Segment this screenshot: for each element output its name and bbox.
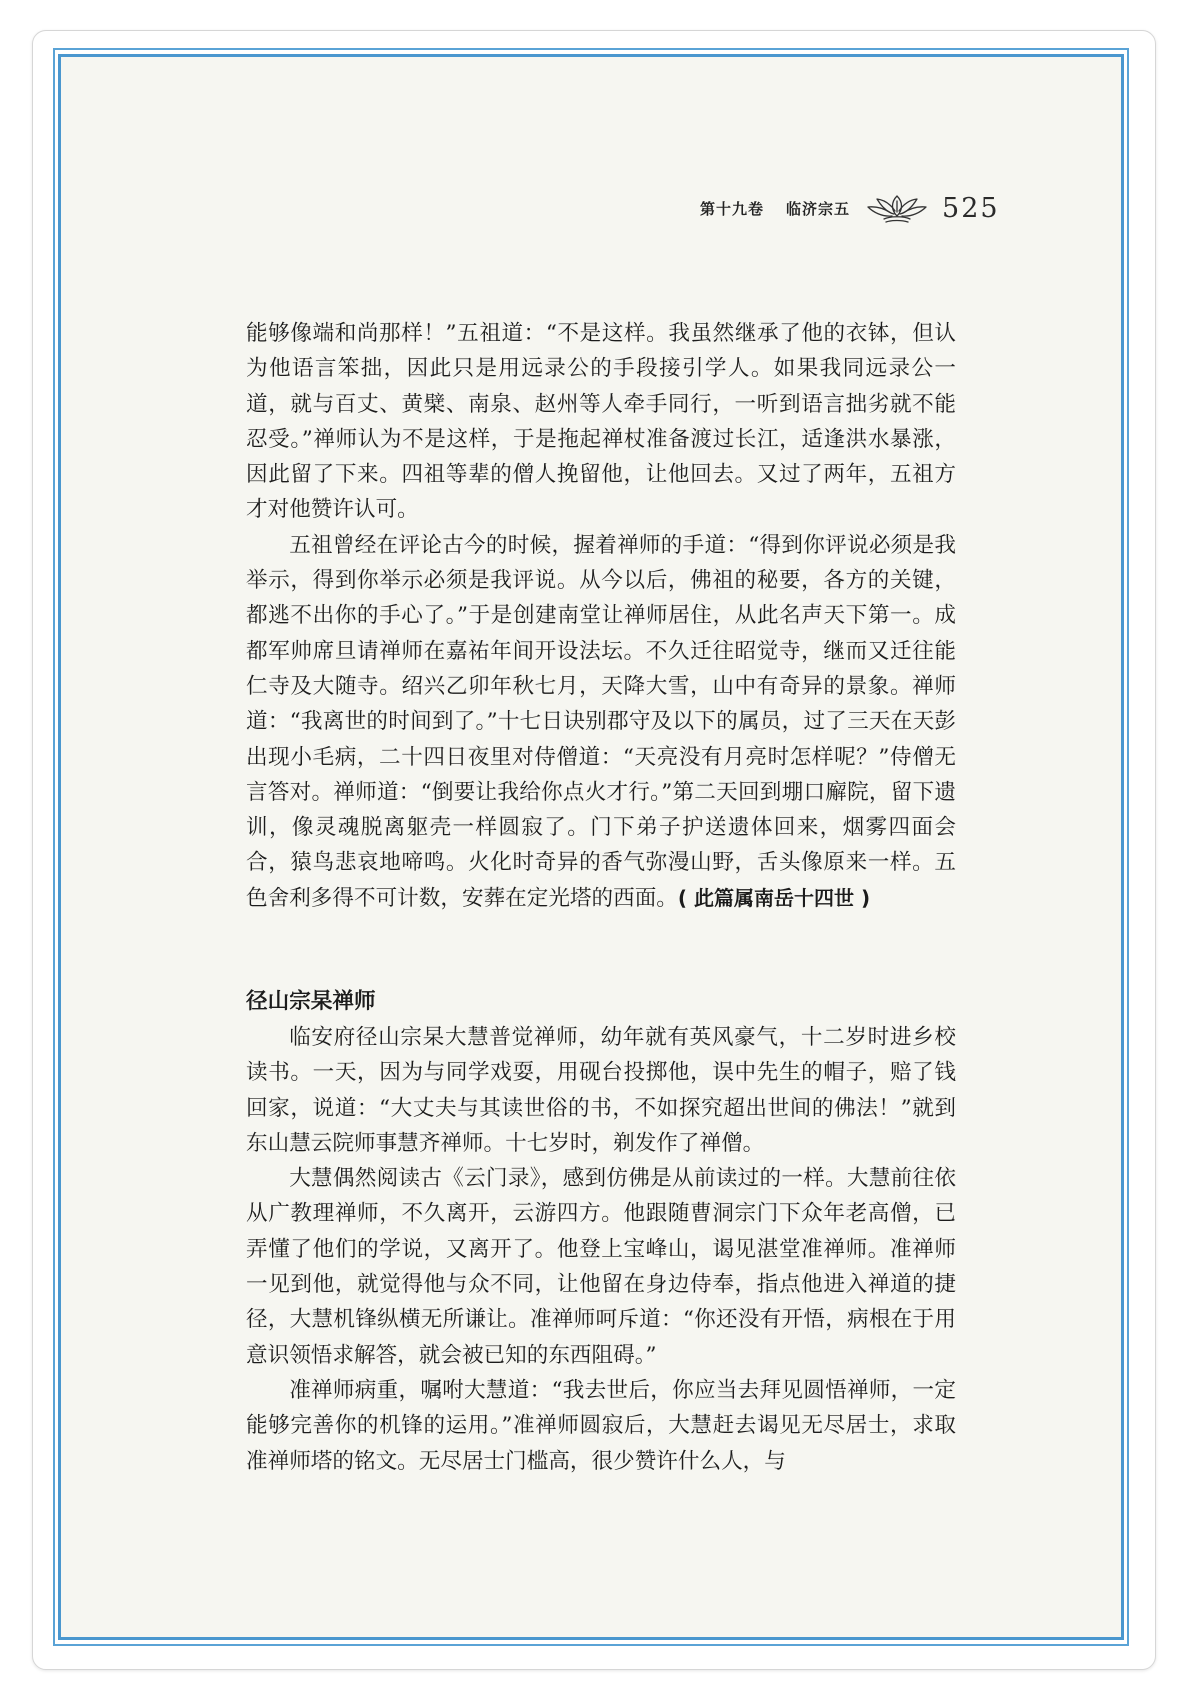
paragraph-3: 临安府径山宗杲大慧普觉禅师，幼年就有英风豪气，十二岁时进乡校读书。一天，因为与同学戏耍，用砚台投掷他，误中先生的帽子，赔了钱回家，说道：“大丈夫与其读世俗的书，不如探究超出世间的佛法！”就到东山慧云院师事慧齐禅师。十七岁时，剃发作了禅僧。 — [246, 1025, 956, 1156]
school-label: 临济宗五 — [786, 199, 851, 218]
section-1-body — [246, 316, 956, 916]
paragraph-4: 大慧偶然阅读古《云门录》，感到仿佛是从前读过的一样。大慧前往依从广教理禅师，不久离开，云游四方。他跟随曹洞宗门下众年老高僧，已弄懂了他们的学说，又离开了。他登上宝峰山，谒见湛堂准禅师。准禅师一见到他，就觉得他与众不同，让他留在身边侍奉，指点他进入禅道的捷径，大慧机锋纵横无所谦让。准禅师呵斥道：“你还没有开悟，病根在于用意识领悟求解答，就会被已知的东西阻碍。” — [246, 1166, 956, 1368]
section-2-body — [246, 1020, 956, 1479]
page-number: 525 — [942, 192, 1000, 224]
chapter-label: 第十九卷 — [700, 199, 765, 218]
section-title: 径山宗杲禅师 — [246, 989, 376, 1014]
lotus-ornament-icon — [864, 192, 930, 224]
running-head — [700, 188, 1000, 228]
paragraph-1: 能够像端和尚那样！”五祖道：“不是这样。我虽然继承了他的衣钵，但认为他语言笨拙，因此只是用远录公的手段接引学人。如果我同远录公一道，就与百丈、黄檗、南泉、赵州等人牵手同行，一听到语言拙劣就不能忍受。”禅师认为不是这样，于是拖起禅杖准备渡过长江，适逢洪水暴涨，因此留了下来。四祖等辈的僧人挽留他，让他回去。又过了两年，五祖方才对他赞许认可。 — [246, 321, 956, 523]
lineage-attribution: ( 此篇属南岳十四世 ) — [677, 885, 871, 910]
paragraph-2-text: 五祖曾经在评论古今的时候，握着禅师的手道：“得到你评说必须是我举示，得到你举示必须是我评说。从今以后，佛祖的秘要，各方的关键，都逃不出你的手心了。”于是创建南堂让禅师居住，从此名声天下第一。成都军帅席旦请禅师在嘉祐年间开设法坛。不久迁往昭觉寺，继而又迁往能仁寺及大随寺。绍兴乙卯年秋七月，天降大雪，山中有奇异的景象。禅师道：“我离世的时间到了。”十七日诀别郡守及以下的属员，过了三天在天彭出现小毛病，二十四日夜里对侍僧道：“天亮没有月亮时怎样呢？”侍僧无言答对。禅师道：“倒要让我给你点火才行。”第二天回到堋口廨院，留下遗训，像灵魂脱离躯壳一样圆寂了。门下弟子护送遗体回来，烟雾四面会合，猿鸟悲哀地啼鸣。火化时奇异的香气弥漫山野，舌头像原来一样。五色舍利多得不可计数，安葬在定光塔的西面。 — [246, 532, 956, 911]
paragraph-5: 准禅师病重，嘱咐大慧道：“我去世后，你应当去拜见圆悟禅师，一定能够完善你的机锋的运用。”准禅师圆寂后，大慧赶去谒见无尽居士，求取准禅师塔的铭文。无尽居士门槛高，很少赞许什么人，与 — [246, 1377, 956, 1474]
paragraph-2 — [246, 528, 956, 916]
